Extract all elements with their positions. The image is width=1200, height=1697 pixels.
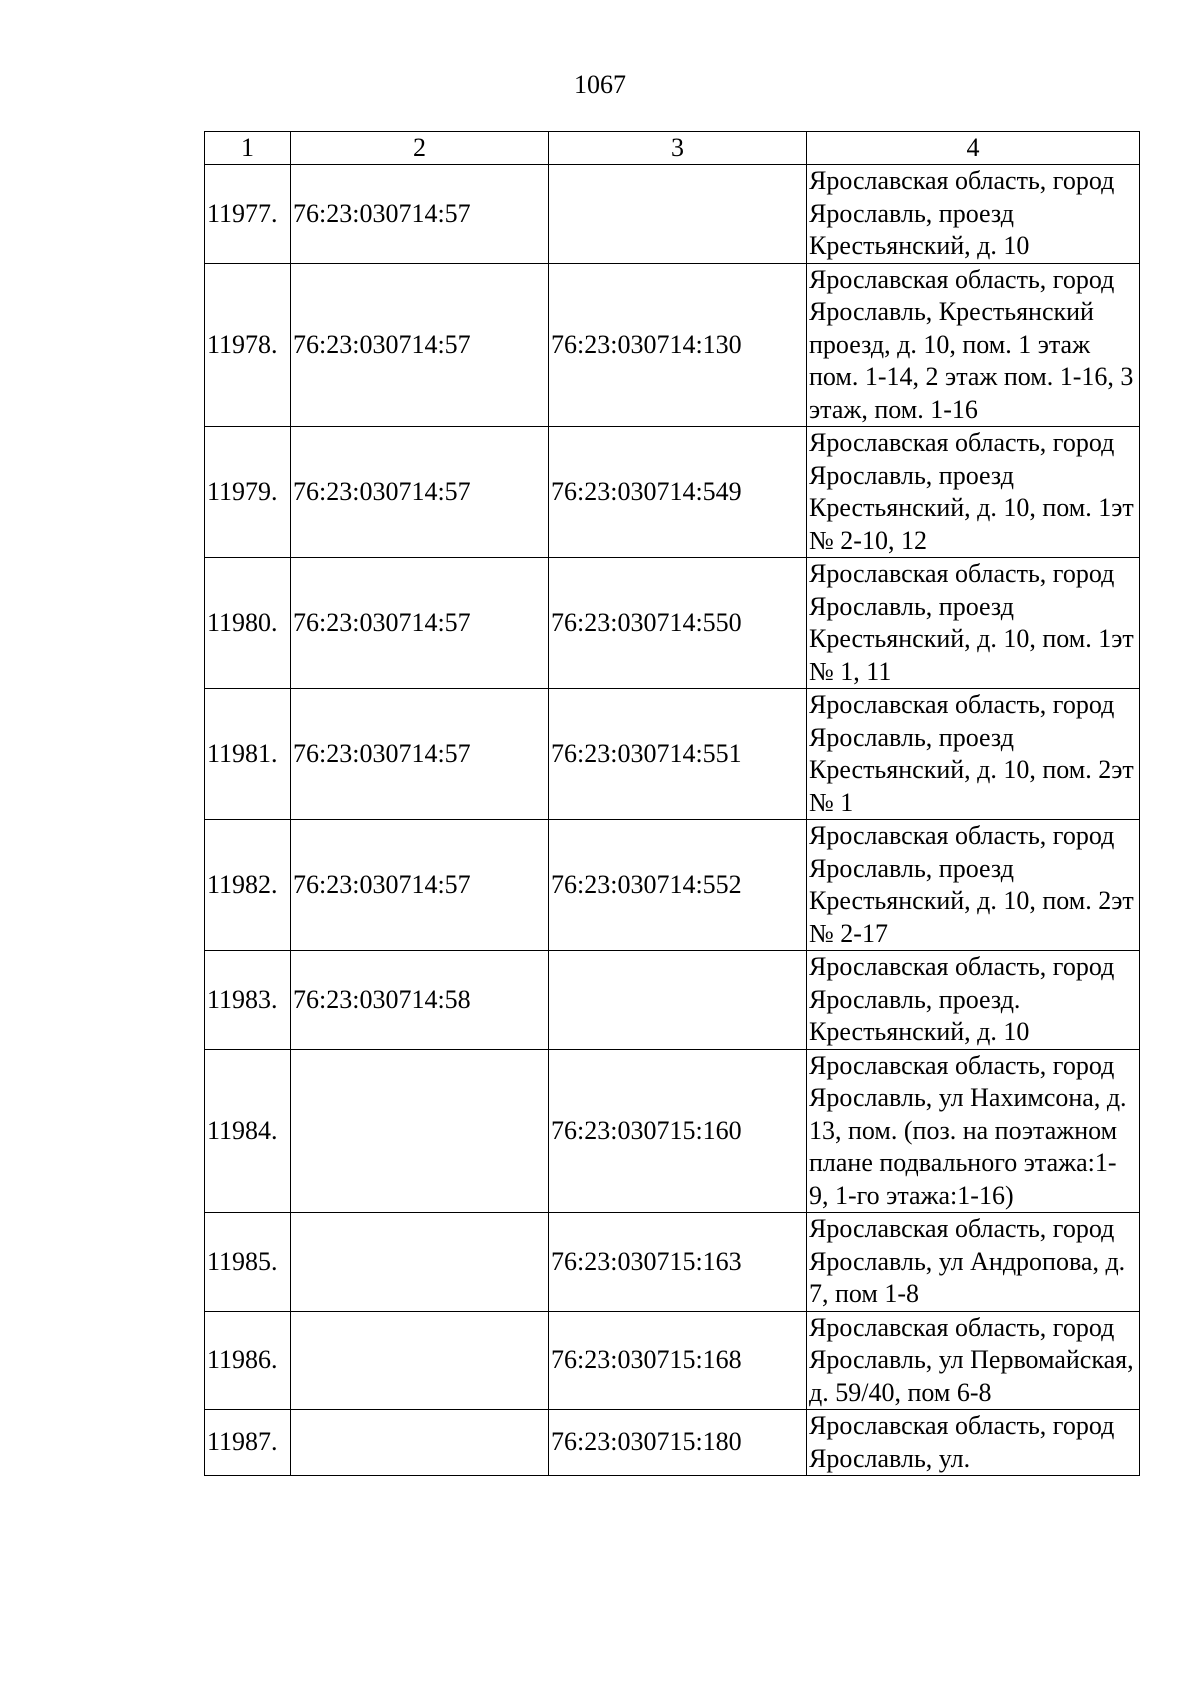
row-number-cell: 11981. [205, 689, 291, 820]
object-number-cell: 76:23:030715:180 [549, 1410, 807, 1476]
header-col-1: 1 [205, 132, 291, 165]
parcel-number-cell: 76:23:030714:57 [291, 820, 549, 951]
object-number-cell [549, 165, 807, 264]
address-cell: Ярославская область, город Ярославль, ул Нахимсона, д. 13, пом. (поз. на поэтажном плане подвального этажа:1-9, 1-го этажа:1-16) [807, 1049, 1140, 1213]
address-cell: Ярославская область, город Ярославль, проезд Крестьянский, д. 10, пом. 1эт № 1, 11 [807, 558, 1140, 689]
table-row [205, 1049, 1140, 1213]
address-cell: Ярославская область, город Ярославль, проезд Крестьянский, д. 10 [807, 165, 1140, 264]
parcel-number-cell [291, 1049, 549, 1213]
row-number-cell: 11977. [205, 165, 291, 264]
address-cell: Ярославская область, город Ярославль, проезд Крестьянский, д. 10, пом. 1эт № 2-10, 12 [807, 427, 1140, 558]
address-cell: Ярославская область, город Ярославль, ул Первомайская, д. 59/40, пом 6-8 [807, 1311, 1140, 1410]
parcel-number-cell: 76:23:030714:57 [291, 689, 549, 820]
row-number-cell: 11980. [205, 558, 291, 689]
object-number-cell: 76:23:030714:551 [549, 689, 807, 820]
parcel-number-cell: 76:23:030714:58 [291, 951, 549, 1050]
parcel-number-cell [291, 1410, 549, 1476]
header-col-4: 4 [807, 132, 1140, 165]
table-row [205, 1311, 1140, 1410]
parcel-number-cell [291, 1311, 549, 1410]
address-cell: Ярославская область, город Ярославль, проезд Крестьянский, д. 10, пом. 2эт № 2-17 [807, 820, 1140, 951]
table-row [205, 1410, 1140, 1476]
row-number-cell: 11983. [205, 951, 291, 1050]
object-number-cell: 76:23:030714:549 [549, 427, 807, 558]
row-number-cell: 11986. [205, 1311, 291, 1410]
parcel-number-cell: 76:23:030714:57 [291, 427, 549, 558]
object-number-cell: 76:23:030715:163 [549, 1213, 807, 1312]
object-number-cell: 76:23:030715:168 [549, 1311, 807, 1410]
object-number-cell [549, 951, 807, 1050]
address-cell: Ярославская область, город Ярославль, ул Андропова, д. 7, пом 1-8 [807, 1213, 1140, 1312]
page-number: 1067 [574, 70, 626, 99]
table-row [205, 263, 1140, 427]
table-row [205, 427, 1140, 558]
row-number-cell: 11979. [205, 427, 291, 558]
header-row [205, 132, 1140, 165]
row-number-cell: 11982. [205, 820, 291, 951]
row-number-cell: 11985. [205, 1213, 291, 1312]
row-number-cell: 11984. [205, 1049, 291, 1213]
table-row [205, 820, 1140, 951]
table-row [205, 1213, 1140, 1312]
row-number-cell: 11987. [205, 1410, 291, 1476]
table-row [205, 165, 1140, 264]
header-col-3: 3 [549, 132, 807, 165]
table-header [205, 132, 1140, 165]
object-number-cell: 76:23:030714:130 [549, 263, 807, 427]
object-number-cell: 76:23:030714:552 [549, 820, 807, 951]
parcel-number-cell: 76:23:030714:57 [291, 558, 549, 689]
table-row [205, 558, 1140, 689]
parcel-number-cell: 76:23:030714:57 [291, 263, 549, 427]
address-cell: Ярославская область, город Ярославль, проезд. Крестьянский, д. 10 [807, 951, 1140, 1050]
address-cell: Ярославская область, город Ярославль, Крестьянский проезд, д. 10, пом. 1 этаж пом. 1-14, 2 этаж пом. 1-16, 3 этаж, пом. 1-16 [807, 263, 1140, 427]
object-number-cell: 76:23:030714:550 [549, 558, 807, 689]
table-row [205, 689, 1140, 820]
object-number-cell: 76:23:030715:160 [549, 1049, 807, 1213]
address-cell: Ярославская область, город Ярославль, проезд Крестьянский, д. 10, пом. 2эт № 1 [807, 689, 1140, 820]
parcel-number-cell: 76:23:030714:57 [291, 165, 549, 264]
table-row [205, 951, 1140, 1050]
registry-table [204, 131, 1140, 1476]
row-number-cell: 11978. [205, 263, 291, 427]
address-cell: Ярославская область, город Ярославль, ул. [807, 1410, 1140, 1476]
parcel-number-cell [291, 1213, 549, 1312]
header-col-2: 2 [291, 132, 549, 165]
table-body [205, 165, 1140, 1476]
